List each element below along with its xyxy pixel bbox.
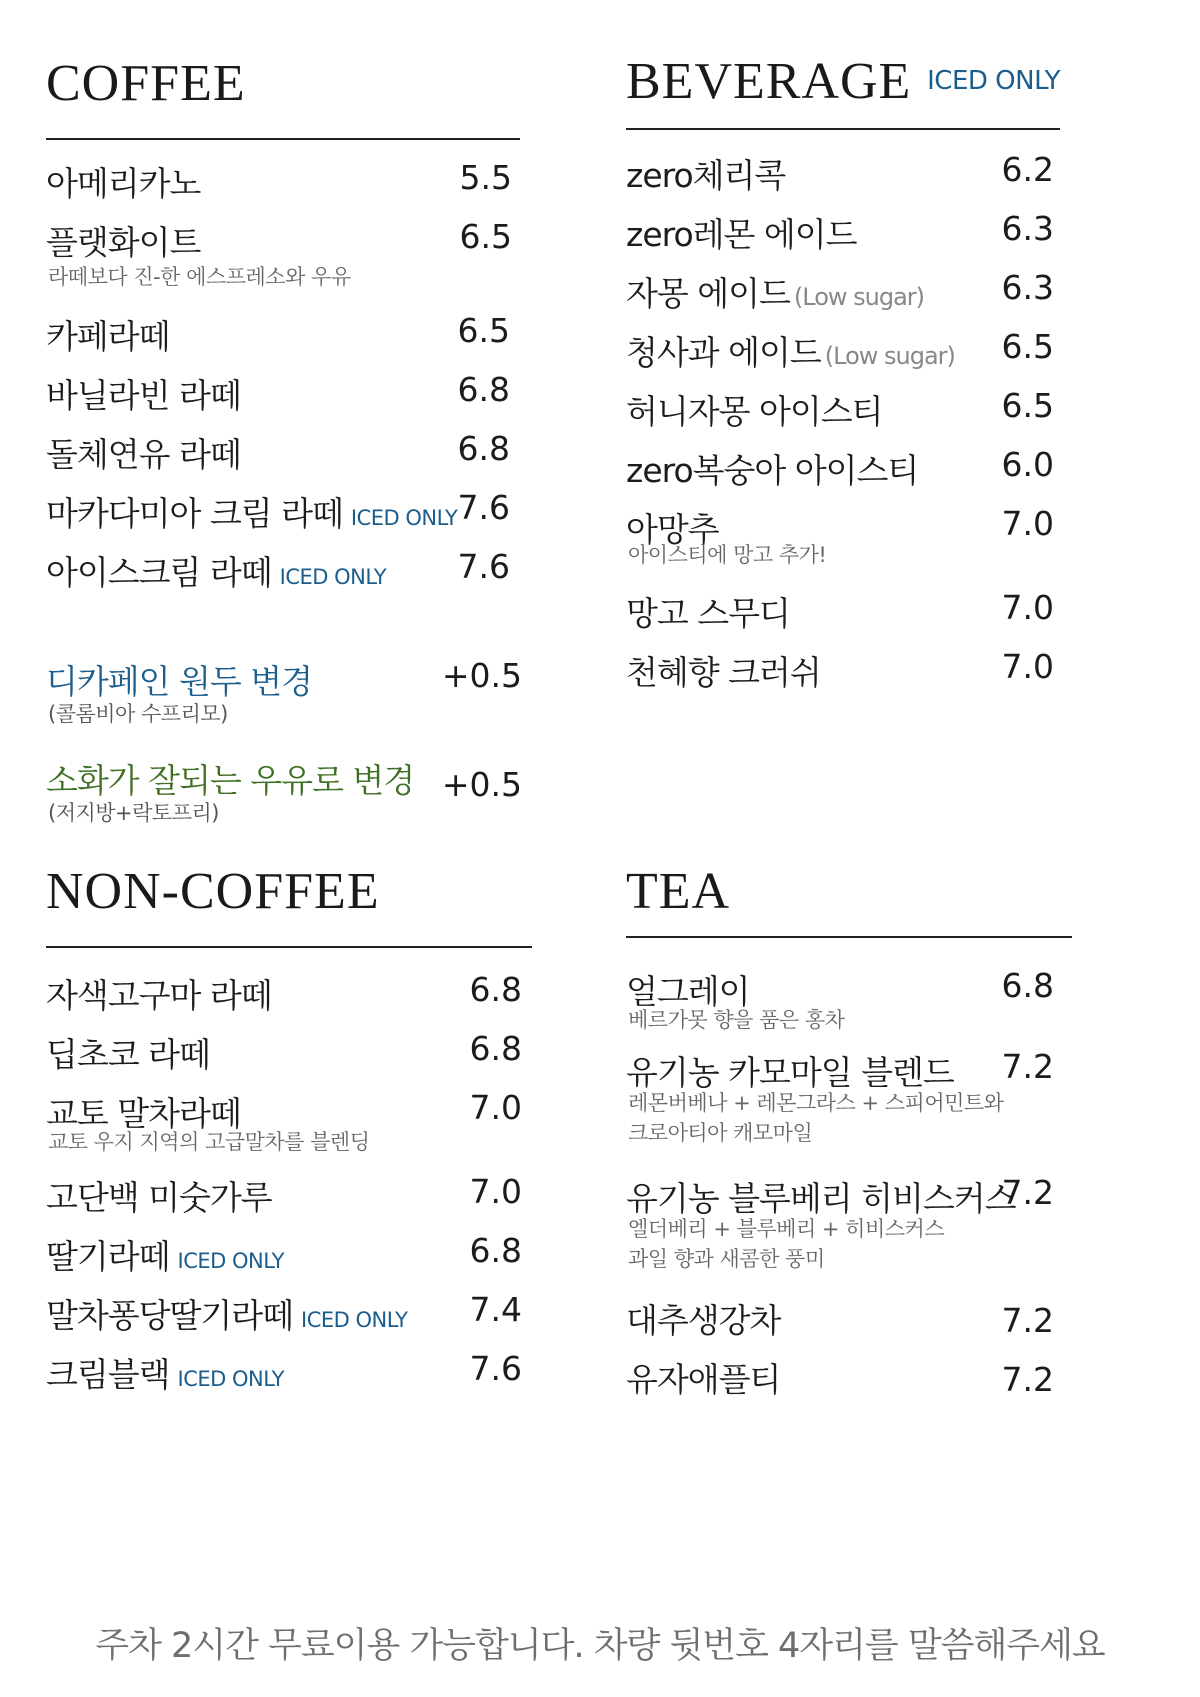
item-price: 6.5: [459, 217, 512, 256]
option-description: (저지방+락토프리): [48, 801, 219, 825]
item-name: [46, 488, 457, 535]
item-price: 7.0: [469, 1088, 522, 1127]
item-description: 엘더베리 + 블루베리 + 히비스커스: [628, 1217, 945, 1241]
tea-divider: [626, 936, 1072, 938]
coffee-divider: [46, 138, 520, 140]
item-price: 6.5: [1001, 386, 1054, 425]
item-description-line2: 크로아티아 캐모마일: [628, 1121, 813, 1145]
iced-only-tag: ICED ONLY: [177, 1249, 284, 1273]
item-name: 플랫화이트: [46, 223, 201, 262]
coffee-section: [46, 55, 522, 898]
item-price: 7.2: [1001, 1301, 1054, 1340]
item-description: 아이스티에 망고 추가!: [628, 543, 827, 567]
item-name: [46, 1290, 407, 1337]
item-price: 6.5: [457, 311, 510, 350]
iced-only-tag: ICED ONLY: [177, 1367, 284, 1391]
item-name: 허니자몽 아이스티: [626, 392, 883, 431]
item-name: 카페라떼: [46, 317, 170, 356]
item-name: [626, 268, 924, 315]
item-price: 7.0: [1001, 647, 1054, 686]
item-description-line2: 과일 향과 새콤한 풍미: [628, 1247, 825, 1271]
item-name: 천혜향 크러쉬: [626, 653, 821, 692]
option-price: +0.5: [441, 656, 522, 695]
item-name: 아망추: [626, 510, 719, 549]
item-name: 아메리카노: [46, 164, 201, 203]
option-name: 디카페인 원두 변경: [46, 662, 313, 701]
item-price: 6.2: [1001, 150, 1054, 189]
item-price: 7.0: [1001, 588, 1054, 627]
item-name-text: 말차퐁당딸기라떼: [46, 1296, 294, 1335]
option-price: +0.5: [441, 765, 522, 804]
noncoffee-title: NON-COFFEE: [46, 863, 380, 920]
item-name: zero체리콕: [626, 156, 786, 195]
coffee-title: COFFEE: [46, 55, 246, 112]
item-name: 딥초코 라떼: [46, 1035, 210, 1074]
low-sugar-note: (Low sugar): [793, 283, 925, 311]
item-name-text: 크림블랙: [46, 1355, 170, 1394]
item-name-text: 딸기라떼: [46, 1237, 170, 1276]
item-price: 6.5: [1001, 327, 1054, 366]
item-price: 7.0: [469, 1172, 522, 1211]
beverage-divider: [626, 128, 1060, 130]
noncoffee-section: [46, 863, 532, 1526]
iced-only-label: ICED ONLY: [927, 66, 1060, 96]
iced-only-tag: ICED ONLY: [279, 565, 387, 589]
tea-section: [626, 863, 1072, 1526]
item-price: 7.2: [1001, 1173, 1054, 1212]
item-price: 6.8: [469, 1231, 522, 1270]
item-price: 6.3: [1001, 209, 1054, 248]
item-name-text: 아이스크림 라떼: [46, 553, 272, 592]
item-price: 6.8: [469, 970, 522, 1009]
parking-notice: 주차 2시간 무료이용 가능합니다. 차량 뒷번호 4자리를 말씀해주세요: [95, 1626, 1105, 1666]
item-price: 6.8: [457, 429, 510, 468]
item-name: 고단백 미숫가루: [46, 1178, 272, 1217]
item-description: 라떼보다 진-한 에스프레소와 우유: [48, 265, 351, 289]
beverage-section: [626, 53, 1060, 756]
item-name: [46, 547, 386, 594]
noncoffee-divider: [46, 946, 532, 948]
item-price: 6.8: [469, 1029, 522, 1068]
item-price: 7.6: [457, 488, 510, 527]
item-name: 유기농 블루베리 히비스커스: [626, 1179, 1016, 1218]
item-name: 망고 스무디: [626, 594, 790, 633]
item-name: 교토 말차라떼: [46, 1094, 241, 1133]
item-price: 6.3: [1001, 268, 1054, 307]
item-name: [626, 327, 955, 374]
item-name: zero레몬 에이드: [626, 215, 857, 254]
option-description: (콜롬비아 수프리모): [48, 702, 228, 726]
iced-only-tag: ICED ONLY: [350, 506, 458, 530]
item-description: 교토 우지 지역의 고급말차를 블렌딩: [48, 1130, 370, 1154]
item-name: [46, 1231, 284, 1278]
item-name: 대추생강차: [626, 1301, 781, 1340]
option-name: 소화가 잘되는 우유로 변경: [46, 761, 415, 800]
item-price: 6.8: [1001, 966, 1054, 1005]
item-name: [46, 1349, 284, 1396]
item-price: 7.6: [457, 547, 510, 586]
item-name: 자색고구마 라떼: [46, 976, 272, 1015]
item-name: 유자애플티: [626, 1360, 781, 1399]
item-name-text: 청사과 에이드: [626, 333, 821, 372]
item-price: 7.2: [1001, 1047, 1054, 1086]
tea-title: TEA: [626, 863, 731, 920]
item-name-text: 마카다미아 크림 라떼: [46, 494, 343, 533]
item-name-text: 자몽 에이드: [626, 274, 790, 313]
item-description: 베르가못 향을 품은 홍차: [628, 1008, 845, 1032]
item-price: 7.6: [469, 1349, 522, 1388]
iced-only-tag: ICED ONLY: [301, 1308, 408, 1332]
item-name: zero복숭아 아이스티: [626, 451, 919, 490]
beverage-title: BEVERAGE: [626, 53, 912, 110]
item-price: 7.4: [469, 1290, 522, 1329]
item-price: 5.5: [459, 158, 512, 197]
item-price: 7.0: [1001, 504, 1054, 543]
low-sugar-note: (Low sugar): [824, 342, 955, 370]
item-name: 유기농 카모마일 블렌드: [626, 1053, 954, 1092]
item-name: 바닐라빈 라떼: [46, 376, 241, 415]
item-name: 돌체연유 라떼: [46, 435, 241, 474]
item-description: 레몬버베나 + 레몬그라스 + 스피어민트와: [628, 1091, 1004, 1115]
item-price: 7.2: [1001, 1360, 1054, 1399]
item-name: 얼그레이: [626, 972, 750, 1011]
item-price: 6.0: [1001, 445, 1054, 484]
item-price: 6.8: [457, 370, 510, 409]
